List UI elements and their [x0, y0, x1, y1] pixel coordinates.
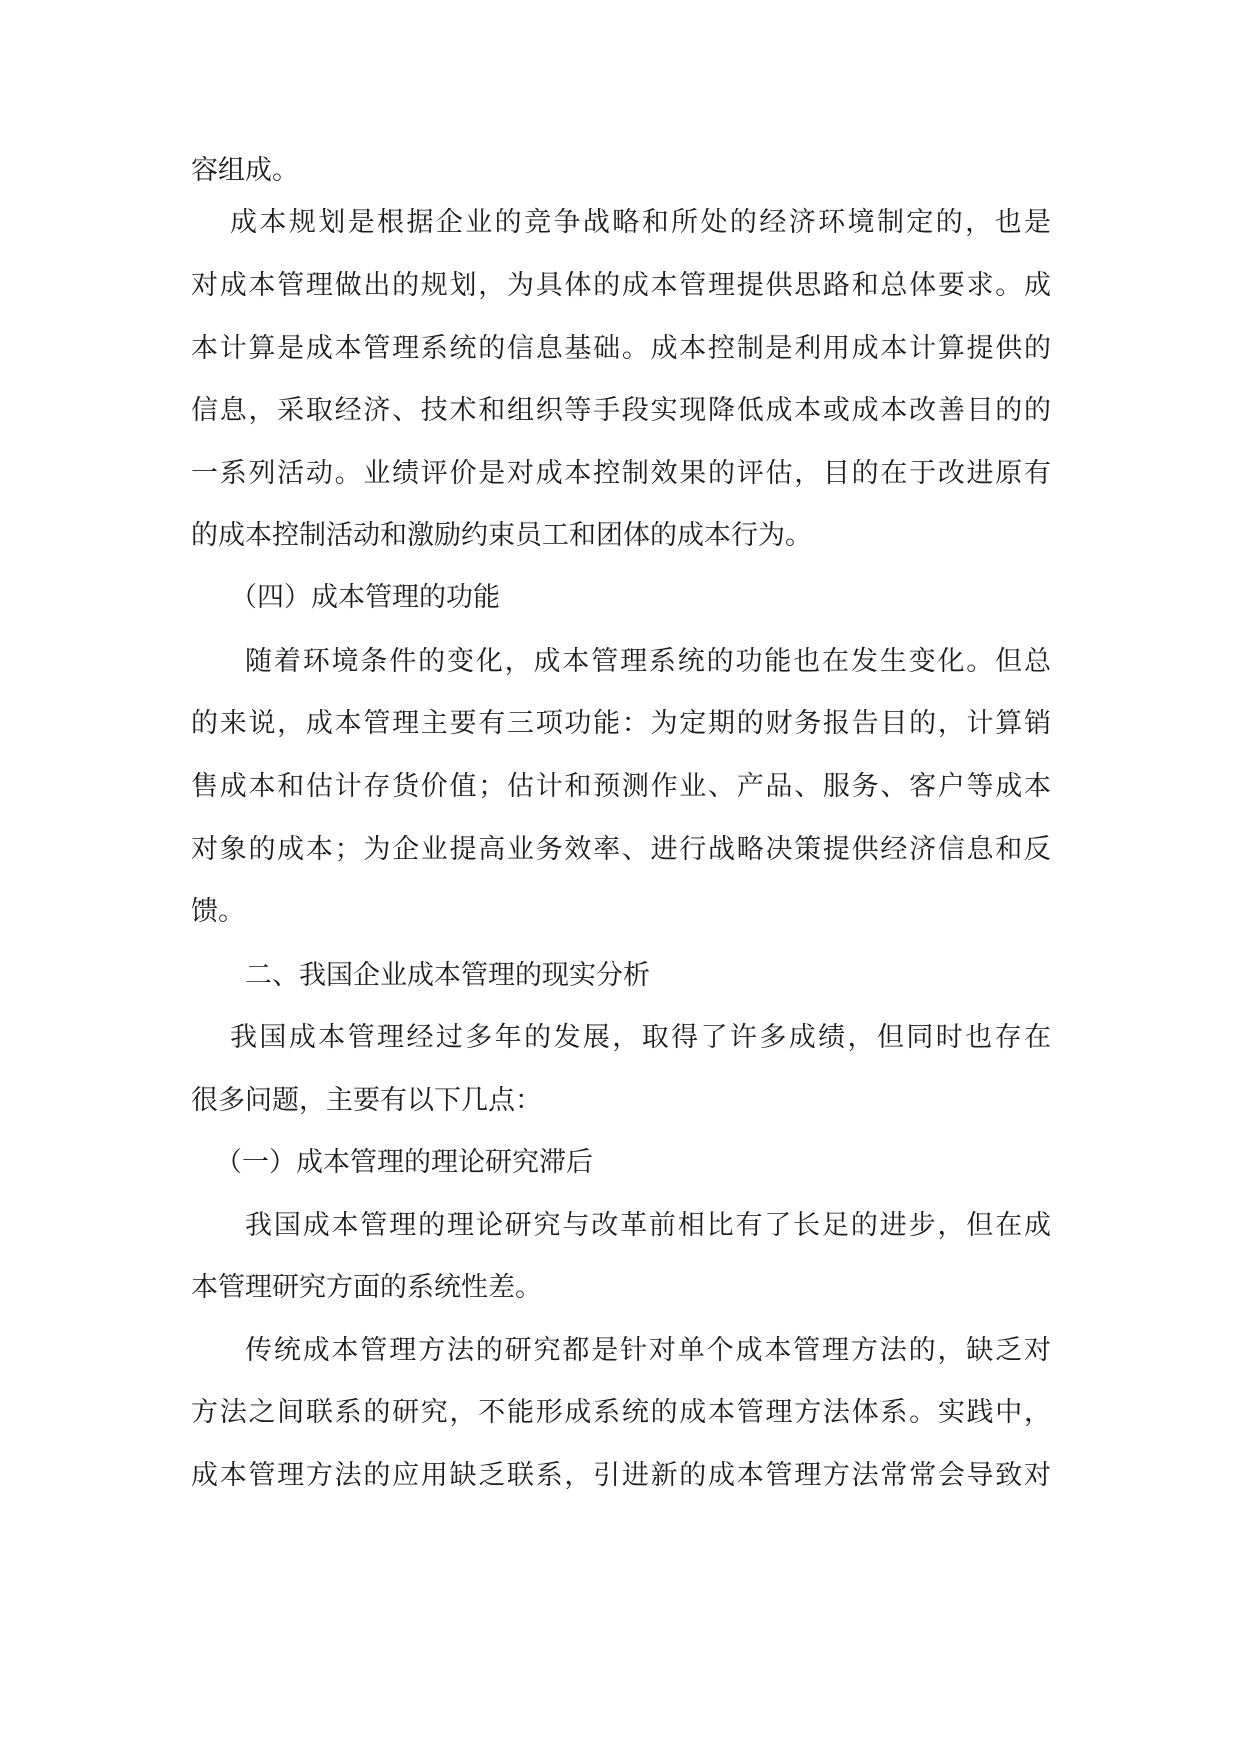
text-line: 很多问题，主要有以下几点：: [191, 1085, 542, 1116]
text-line: 方法之间联系的研究，不能形成系统的成本管理方法体系。实践中，: [191, 1397, 1051, 1428]
section-heading: （一）成本管理的理论研究滞后: [215, 1147, 593, 1178]
paragraph-first-line: 我国成本管理经过多年的发展，取得了许多成绩，但同时也存在: [230, 1022, 1051, 1053]
text-line: 售成本和估计存货价值；估计和预测作业、产品、服务、客户等成本: [191, 771, 1051, 802]
paragraph-first-line: 我国成本管理的理论研究与改革前相比有了长足的进步，但在成: [245, 1210, 1051, 1241]
paragraph-first-line: 成本规划是根据企业的竞争战略和所处的经济环境制定的，也是: [230, 207, 1051, 238]
text-line: 本管理研究方面的系统性差。: [191, 1272, 542, 1303]
text-line: 一系列活动。业绩评价是对成本控制效果的评估，目的在于改进原有: [191, 458, 1051, 489]
text-line: 对象的成本；为企业提高业务效率、进行战略决策提供经济信息和反: [191, 834, 1051, 865]
text-line: 馈。: [191, 896, 245, 927]
paragraph-first-line: 随着环境条件的变化，成本管理系统的功能也在发生变化。但总: [245, 646, 1051, 677]
text-line: 容组成。: [191, 155, 299, 186]
chapter-heading: 二、我国企业成本管理的现实分析: [245, 960, 650, 991]
paragraph-first-line: 传统成本管理方法的研究都是针对单个成本管理方法的，缺乏对: [245, 1335, 1051, 1366]
text-line: 的成本控制活动和激励约束员工和团体的成本行为。: [191, 520, 812, 551]
text-line: 的来说，成本管理主要有三项功能：为定期的财务报告目的，计算销: [191, 708, 1051, 739]
text-line: 对成本管理做出的规划，为具体的成本管理提供思路和总体要求。成: [191, 270, 1051, 301]
section-heading: （四）成本管理的功能: [230, 582, 500, 613]
text-line: 成本管理方法的应用缺乏联系，引进新的成本管理方法常常会导致对: [191, 1460, 1051, 1491]
text-line: 信息，采取经济、技术和组织等手段实现降低成本或成本改善目的的: [191, 395, 1051, 426]
text-line: 本计算是成本管理系统的信息基础。成本控制是利用成本计算提供的: [191, 333, 1051, 364]
